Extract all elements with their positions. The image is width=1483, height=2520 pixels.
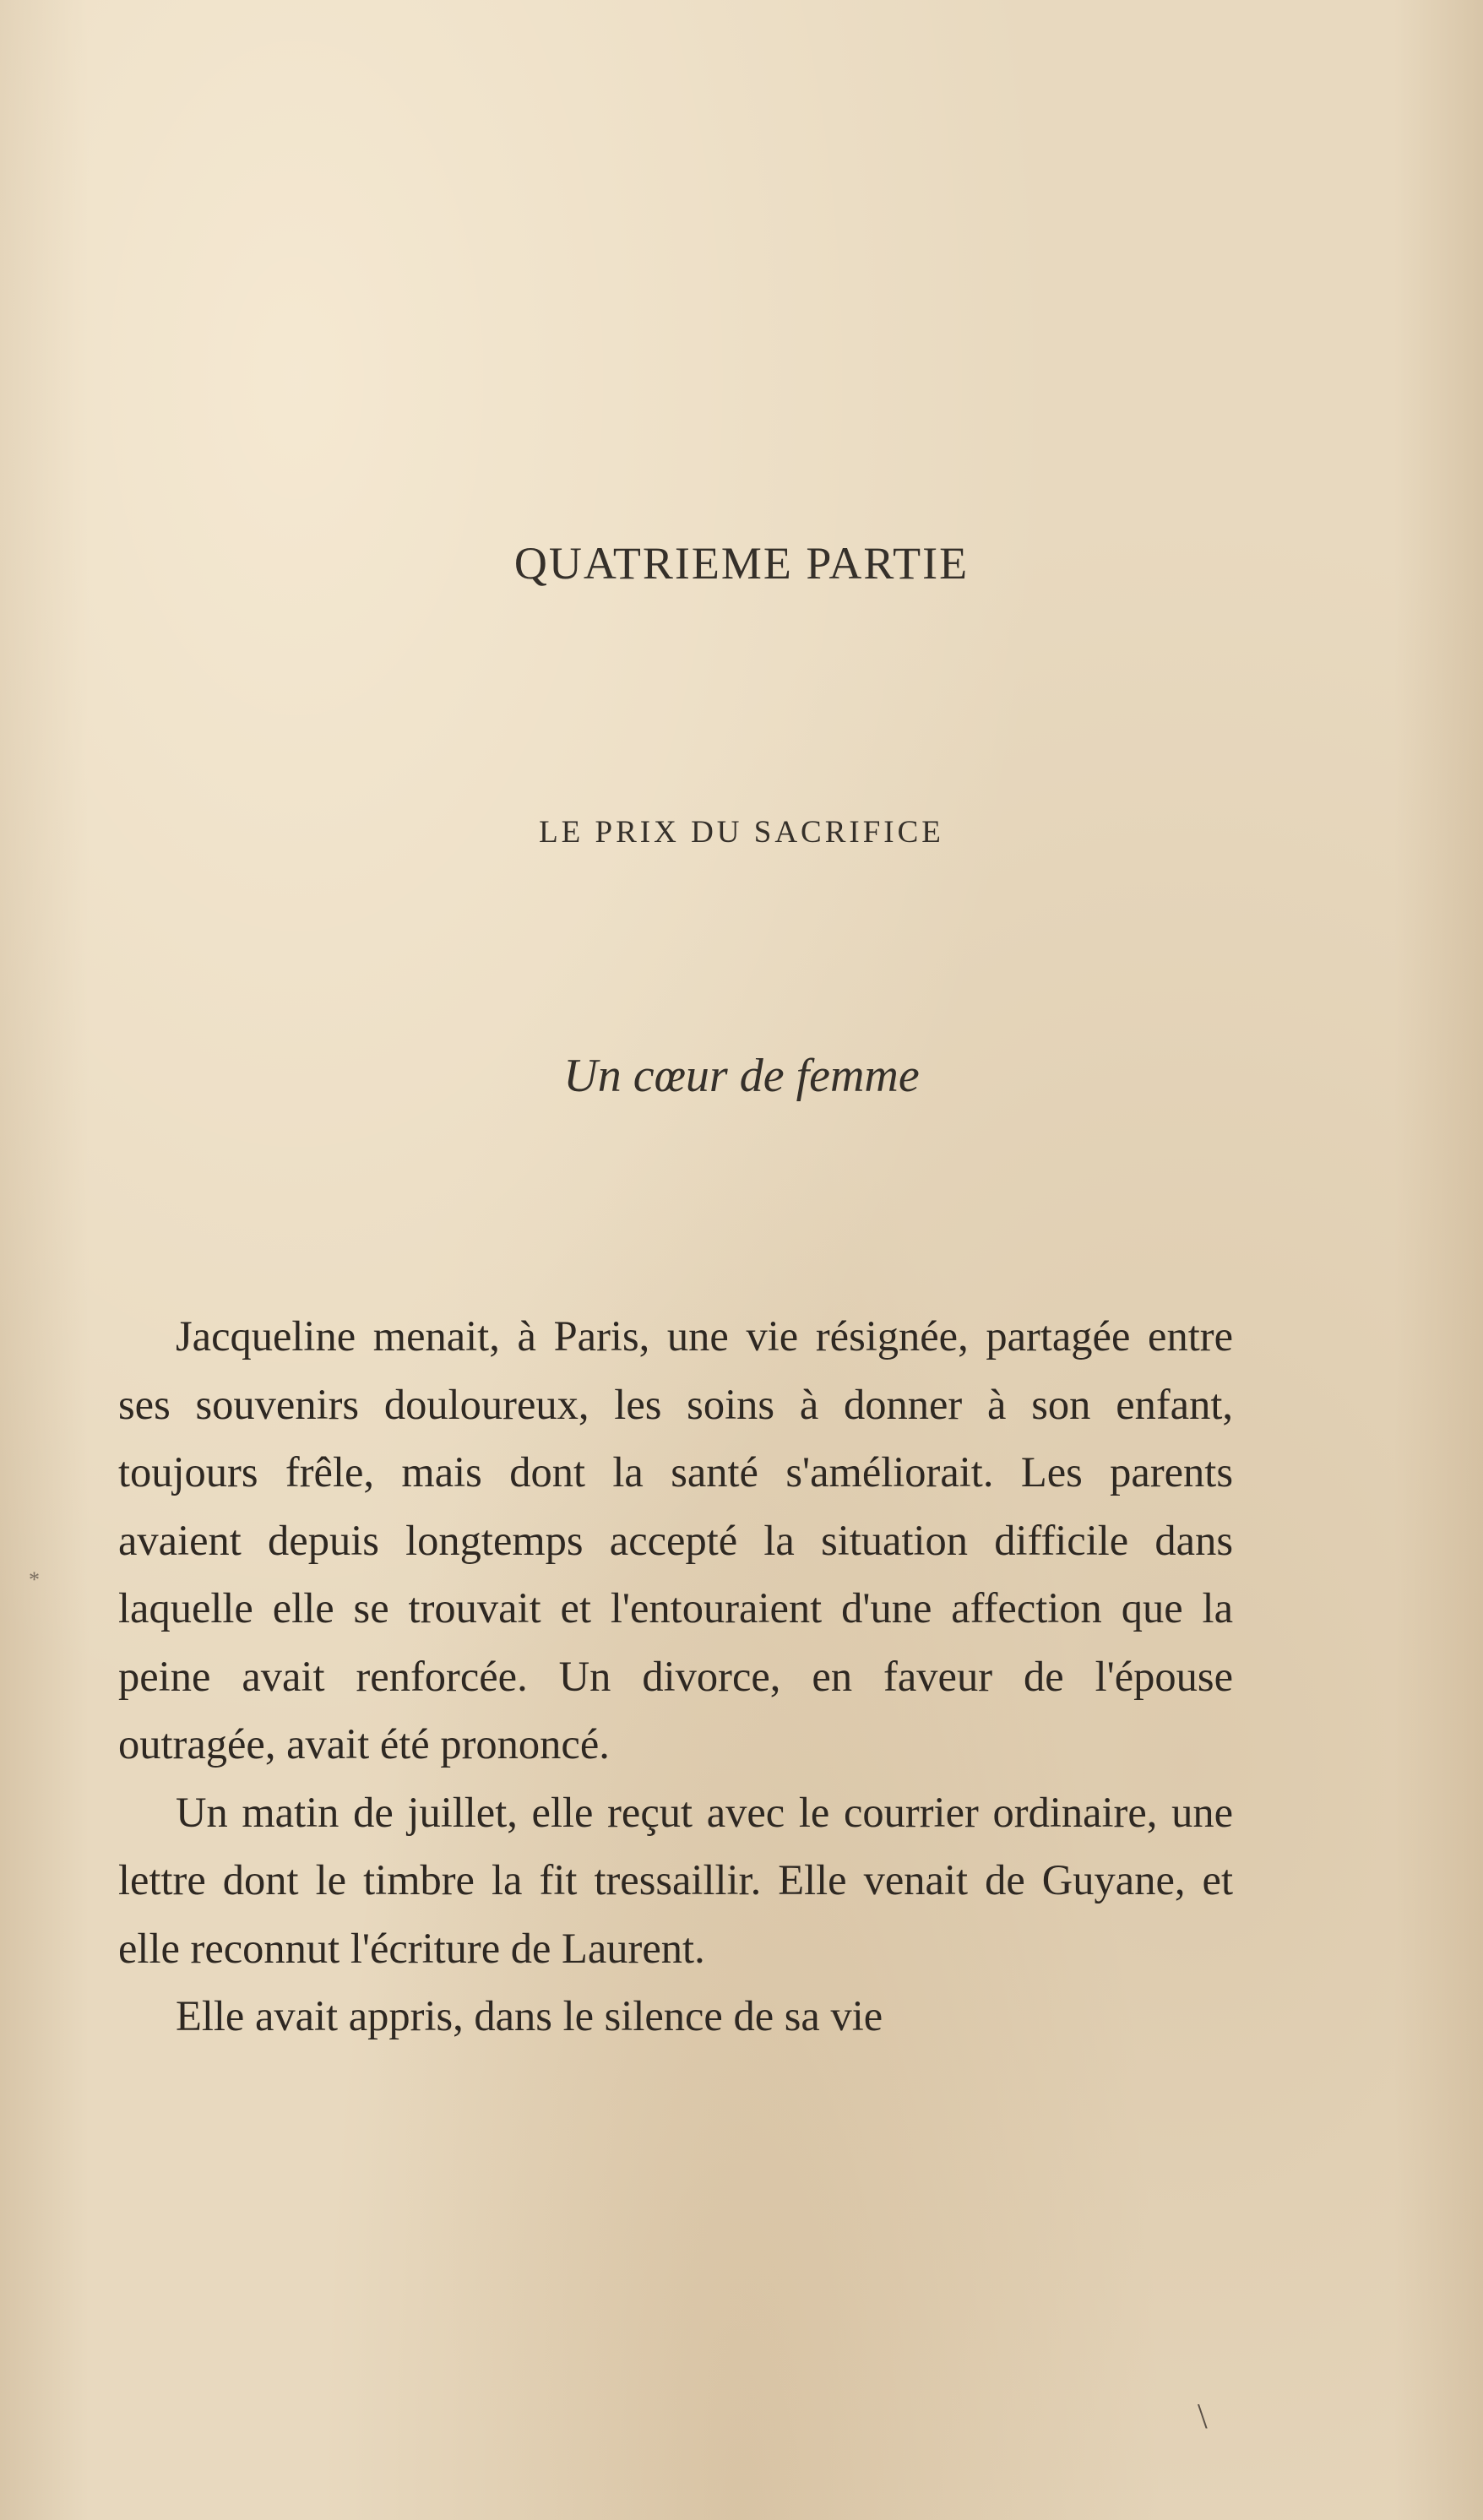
part-title: QUATRIEME PARTIE bbox=[513, 538, 970, 589]
page-footer-mark: \ bbox=[1198, 2398, 1208, 2436]
chapter-title: Un cœur de femme bbox=[563, 1050, 920, 1102]
body-text bbox=[118, 1302, 1233, 2050]
paragraph-3: Elle avait appris, dans le silence de sa vie bbox=[176, 1992, 883, 2039]
paragraph-2: Un matin de juillet, elle reçut avec le courrier ordinaire, une lettre dont le timbre la fit tressaillir. Elle venait de Guyane, et elle reconnut l'écriture de Laurent. bbox=[118, 1788, 1233, 1972]
paragraph-1: Jacqueline menait, à Paris, une vie résignée, partagée entre ses souvenirs douloureux, les soins à donner à son enfant, toujours frêle, mais dont la santé s'améliorait. Les parents avaient depuis longtemps accepté la situation difficile dans laquelle elle se trouvait et l'entouraient d'une affection que la peine avait renforcée. Un divorce, en faveur de l'épouse outragée, avait été prononcé. bbox=[118, 1312, 1233, 1768]
section-subtitle: LE PRIX DU SACRIFICE bbox=[539, 815, 944, 850]
margin-mark: * bbox=[29, 1567, 40, 1592]
